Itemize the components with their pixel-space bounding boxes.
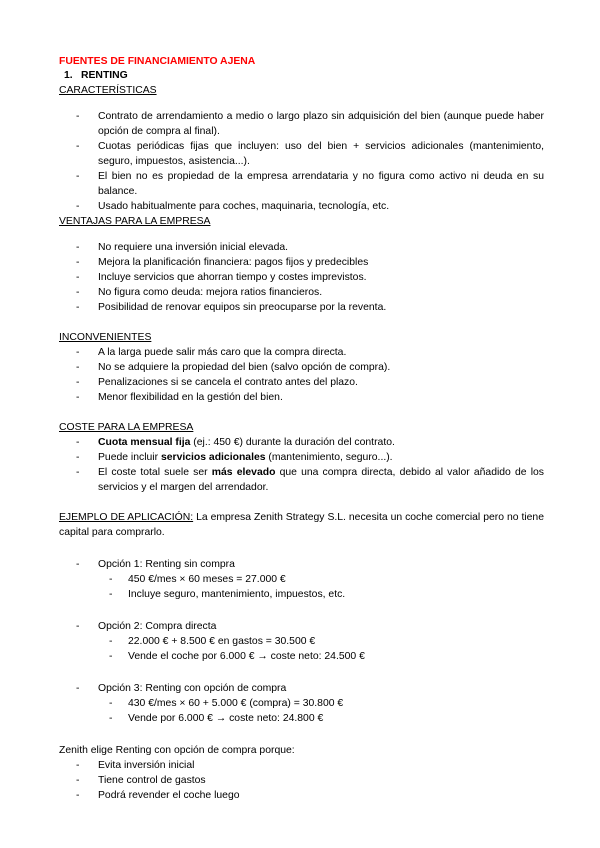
list-item: - El bien no es propiedad de la empresa arrendataria y no figura como activo ni deuda en su balance.: [59, 169, 544, 199]
ventajas-heading: VENTAJAS PARA LA EMPRESA: [59, 216, 211, 227]
list-item: - Evita inversión inicial: [59, 758, 544, 773]
opcion-2: [59, 619, 544, 634]
list-item: - Penalizaciones si se cancela el contrato antes del plazo.: [59, 375, 544, 390]
list-item: [59, 435, 544, 450]
opcion-3-details: [59, 696, 544, 726]
document-title: FUENTES DE FINANCIAMIENTO AJENA: [59, 56, 256, 67]
option-detail: - 450 €/mes × 60 meses = 27.000 €: [59, 572, 544, 587]
bold-term: Cuota mensual fija: [98, 437, 191, 448]
option-detail: - 22.000 € + 8.500 € en gastos = 30.500 €: [59, 634, 544, 649]
section-label: RENTING: [81, 70, 128, 81]
option-label: - Opción 2: Compra directa: [59, 619, 544, 634]
list-item: - Contrato de arrendamiento a medio o largo plazo sin adquisición del bien (aunque puede haber opción de compra al final).: [59, 109, 544, 139]
item-text: que una compra directa, debido al valor añadido de los servicios y el margen del arrendador.: [98, 467, 544, 493]
list-item: - Podrá revender el coche luego: [59, 788, 544, 803]
option-detail: - Vende por 6.000 € → coste neto: 24.800 €: [59, 711, 544, 726]
list-item: - No figura como deuda: mejora ratios financieros.: [59, 285, 544, 300]
conclusion-intro: Zenith elige Renting con opción de compra porque:: [59, 745, 295, 756]
option-label: - Opción 1: Renting sin compra: [59, 557, 544, 572]
opcion-1: [59, 557, 544, 572]
item-text: Puede incluir: [98, 452, 161, 463]
list-item: - Cuotas periódicas fijas que incluyen: uso del bien + servicios adicionales (mantenimiento, seguro, impuestos, asistencia...).: [59, 139, 544, 169]
list-item: - Menor flexibilidad en la gestión del bien.: [59, 390, 544, 405]
conclusion-list: [59, 758, 544, 803]
list-item: [59, 450, 544, 465]
coste-list: [59, 435, 544, 495]
caracteristicas-heading: CARACTERÍSTICAS: [59, 85, 157, 96]
item-text: (mantenimiento, seguro...).: [265, 452, 393, 463]
bold-term: servicios adicionales: [160, 452, 266, 463]
bold-term: más elevado: [211, 467, 276, 478]
option-detail: - Vende el coche por 6.000 € → coste neto: 24.500 €: [59, 649, 544, 664]
list-item: - Usado habitualmente para coches, maquinaria, tecnología, etc.: [59, 199, 544, 214]
list-item: - A la larga puede salir más caro que la compra directa.: [59, 345, 544, 360]
ejemplo-text: La empresa Zenith Strategy S.L. necesita un coche comercial pero no tiene capital para comprarlo.: [59, 512, 544, 538]
list-item: [59, 465, 544, 495]
caracteristicas-list: [59, 109, 544, 214]
ejemplo-paragraph: [59, 510, 544, 540]
opcion-1-details: [59, 572, 544, 602]
item-text: (ej.: 450 €) durante la duración del contrato.: [190, 437, 395, 448]
list-item: - Incluye servicios que ahorran tiempo y costes imprevistos.: [59, 270, 544, 285]
option-detail: - Incluye seguro, mantenimiento, impuestos, etc.: [59, 587, 544, 602]
opcion-3: [59, 681, 544, 696]
section-number: 1.: [64, 70, 73, 81]
ventajas-list: [59, 240, 544, 315]
inconvenientes-heading: INCONVENIENTES: [59, 332, 152, 343]
ejemplo-label: EJEMPLO DE APLICACIÓN:: [59, 512, 194, 523]
list-item: - No se adquiere la propiedad del bien (salvo opción de compra).: [59, 360, 544, 375]
coste-heading: COSTE PARA LA EMPRESA: [59, 422, 194, 433]
option-label: - Opción 3: Renting con opción de compra: [59, 681, 544, 696]
item-text: El coste total suele ser: [98, 467, 212, 478]
list-item: - Tiene control de gastos: [59, 773, 544, 788]
option-detail: - 430 €/mes × 60 + 5.000 € (compra) = 30.800 €: [59, 696, 544, 711]
list-item: - Mejora la planificación financiera: pagos fijos y predecibles: [59, 255, 544, 270]
opcion-2-details: [59, 634, 544, 664]
list-item: - No requiere una inversión inicial elevada.: [59, 240, 544, 255]
inconvenientes-list: [59, 345, 544, 405]
list-item: - Posibilidad de renovar equipos sin preocuparse por la reventa.: [59, 300, 544, 315]
section-heading-renting: [59, 69, 544, 83]
